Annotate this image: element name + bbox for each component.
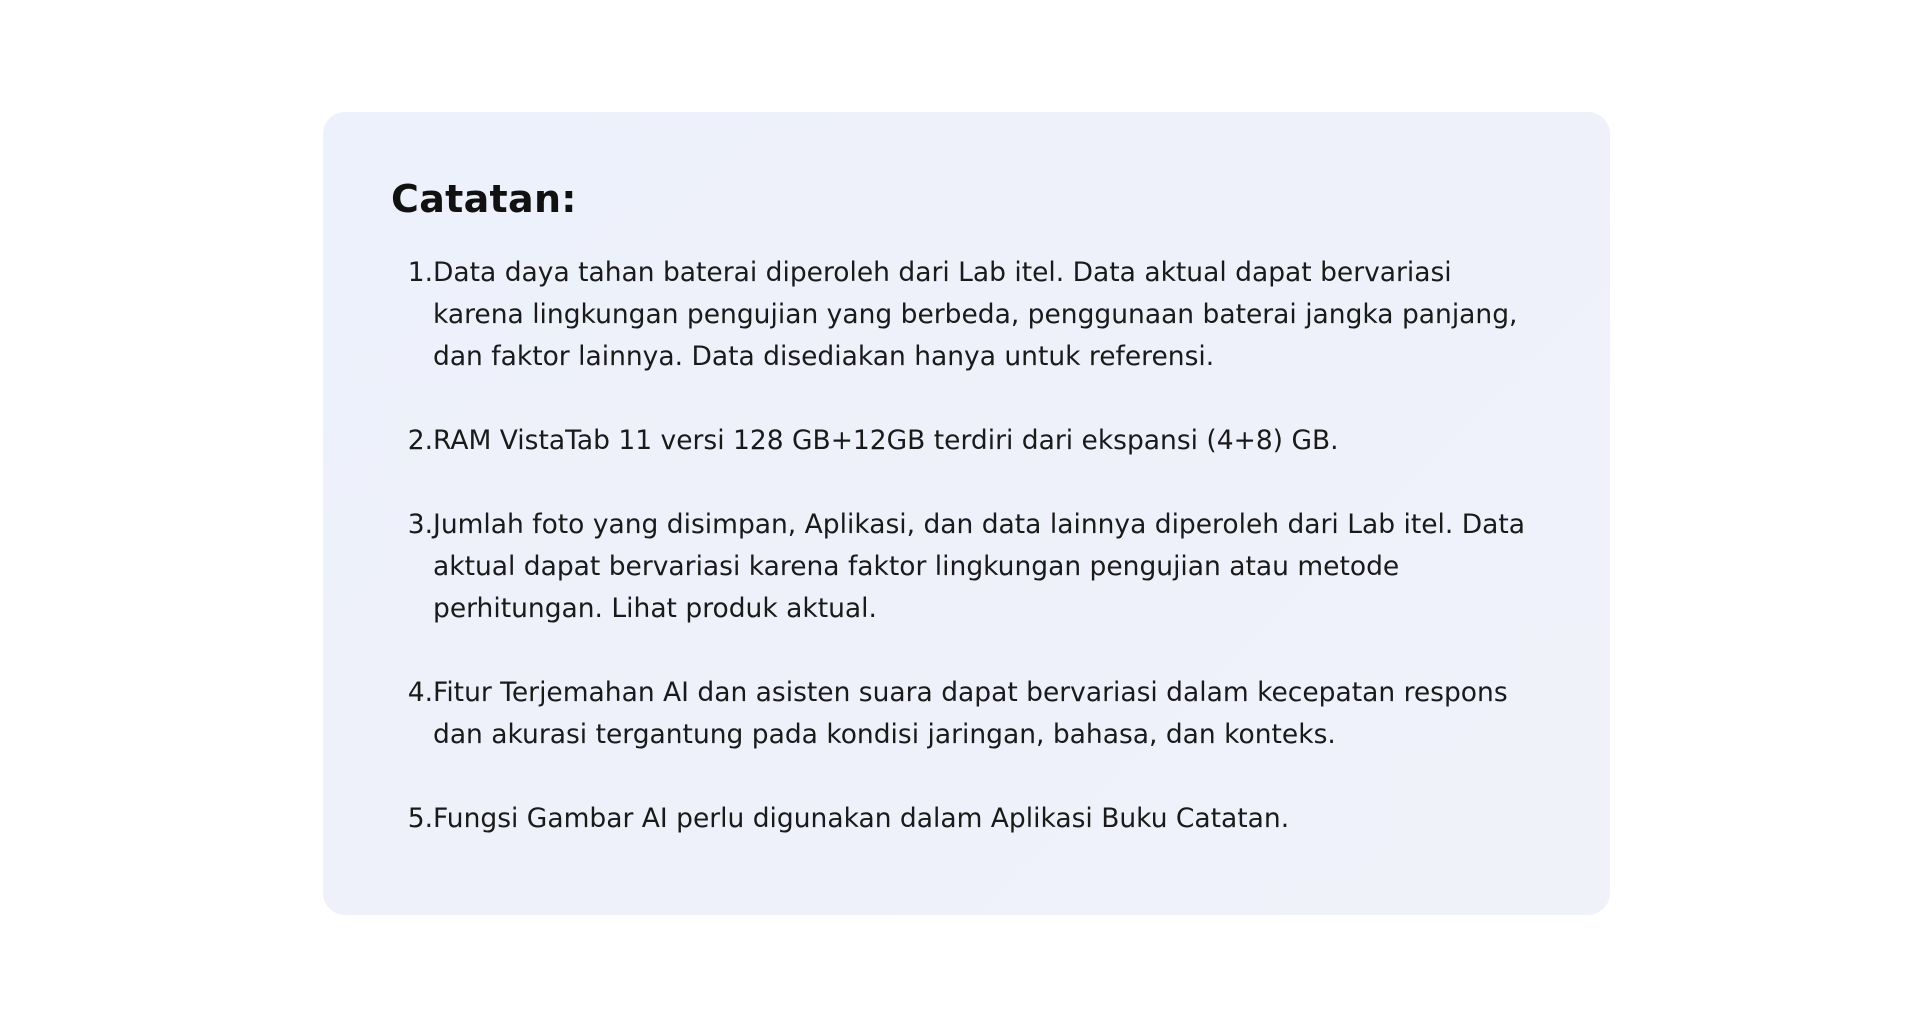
list-item [391, 672, 1562, 756]
list-item-text: Fitur Terjemahan AI dan asisten suara dapat bervariasi dalam kecepatan respons dan akurasi tergantung pada kondisi jaringan, bahasa, dan konteks. [433, 677, 1508, 750]
list-item-text: Jumlah foto yang disimpan, Aplikasi, dan data lainnya diperoleh dari Lab itel. Data aktual dapat bervariasi karena faktor lingkungan pengujian atau metode perhitungan. Lihat produk aktual. [433, 509, 1525, 624]
list-item-text: Fungsi Gambar AI perlu digunakan dalam Aplikasi Buku Catatan. [433, 803, 1290, 834]
notes-title: Catatan: [391, 177, 577, 221]
notes-list [391, 252, 1562, 840]
list-item-number: 5. [407, 803, 433, 834]
notes-card [323, 112, 1610, 915]
list-item-number: 4. [407, 677, 433, 708]
list-item [391, 420, 1562, 462]
list-item-text: RAM VistaTab 11 versi 128 GB+12GB terdiri dari ekspansi (4+8) GB. [433, 425, 1339, 456]
list-item-number: 2. [407, 425, 433, 456]
list-item [391, 798, 1562, 840]
list-item-number: 1. [407, 257, 433, 288]
list-item-number: 3. [407, 509, 433, 540]
list-item [391, 252, 1562, 378]
list-item [391, 504, 1562, 630]
list-item-text: Data daya tahan baterai diperoleh dari Lab itel. Data aktual dapat bervariasi karena lingkungan pengujian yang berbeda, penggunaan baterai jangka panjang, dan faktor lainnya. Data disediakan hanya untuk referensi. [433, 257, 1518, 372]
